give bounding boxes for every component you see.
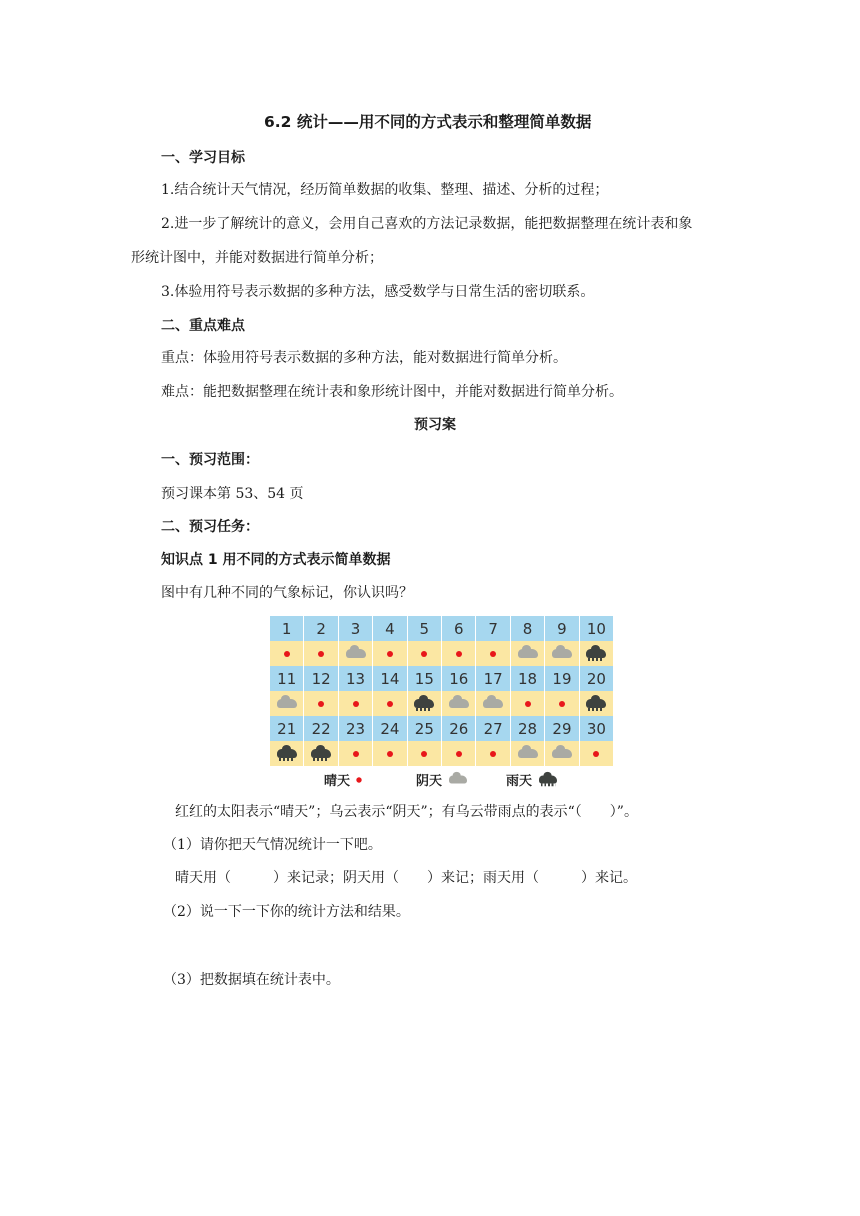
weather-cell [304, 641, 338, 666]
rain-cloud-icon [311, 749, 331, 758]
sun-icon [387, 651, 393, 657]
cloud-icon [483, 699, 503, 708]
scope-heading: 一、预习范围： [161, 452, 259, 468]
legend-rainy [506, 770, 558, 789]
question-3: （3）把数据填在统计表中。 [163, 972, 340, 988]
legend-sunny-label: 晴天 [324, 774, 351, 789]
weather-cell [408, 741, 442, 766]
day-cell [476, 666, 510, 691]
sun-icon [387, 701, 393, 707]
day-number: 1 [281, 619, 292, 638]
legend-rainy-label: 雨天 [506, 774, 533, 789]
day-cell [580, 716, 613, 741]
day-number: 7 [488, 619, 498, 638]
sun-icon [318, 651, 324, 657]
day-number: 14 [380, 669, 400, 688]
sun-icon [353, 701, 359, 707]
weather-cell [373, 741, 407, 766]
weather-cell [511, 741, 545, 766]
weather-cell [580, 741, 613, 766]
day-cell [511, 716, 545, 741]
preview-heading: 预习案 [414, 417, 456, 433]
cloud-icon [449, 775, 467, 783]
sun-icon [593, 751, 599, 757]
day-number: 5 [419, 619, 430, 638]
day-number-row [270, 716, 613, 741]
day-cell [270, 616, 304, 641]
question-text: 图中有几种不同的气象标记，你认识吗？ [161, 585, 413, 601]
key-points-heading: 二、重点难点 [161, 318, 245, 334]
weather-cell [339, 641, 373, 666]
weather-cell [442, 691, 476, 716]
day-number: 23 [345, 719, 366, 738]
sun-icon [490, 751, 496, 757]
day-cell [373, 716, 407, 741]
question-1: （1）请你把天气情况统计一下吧。 [163, 837, 382, 853]
day-number: 27 [483, 719, 503, 738]
weather-cell [476, 691, 510, 716]
sun-icon [421, 751, 427, 757]
weather-cell [545, 641, 579, 666]
day-number: 19 [552, 669, 572, 688]
weather-cell [373, 641, 407, 666]
weather-symbol-row [270, 691, 613, 716]
day-number: 18 [518, 669, 538, 688]
rain-cloud-icon [414, 699, 434, 708]
day-number: 30 [586, 719, 606, 738]
day-number: 8 [522, 619, 533, 638]
day-number: 10 [586, 619, 606, 638]
sun-icon [456, 651, 462, 657]
weather-cell [476, 641, 510, 666]
day-number: 21 [277, 719, 297, 738]
goal-item-1: 1.结合统计天气情况，经历简单数据的收集、整理、描述、分析的过程； [161, 182, 609, 198]
day-number: 4 [385, 619, 395, 638]
weather-cell [511, 641, 545, 666]
weather-cell [270, 741, 304, 766]
day-number: 11 [277, 669, 297, 688]
difficulty-text: 难点：能把数据整理在统计表和象形统计图中，并能对数据进行简单分析。 [161, 384, 623, 400]
legend-cloudy-label: 阴天 [416, 774, 443, 789]
day-cell [373, 666, 407, 691]
weather-cell [545, 741, 579, 766]
day-cell [339, 616, 373, 641]
day-cell [270, 716, 304, 741]
scope-text: 预习课本第 53、54 页 [161, 486, 304, 502]
sun-icon [456, 751, 462, 757]
day-number: 6 [453, 619, 464, 638]
weather-cell [511, 691, 545, 716]
page-title: 6.2 统计——用不同的方式表示和整理简单数据 [264, 113, 592, 131]
day-number-row [270, 666, 613, 691]
day-cell [408, 716, 442, 741]
weather-cell [270, 641, 304, 666]
day-number: 24 [380, 719, 400, 738]
weather-cell [442, 641, 476, 666]
day-cell [442, 716, 476, 741]
day-number: 12 [311, 669, 331, 688]
day-cell [304, 716, 338, 741]
legend-cloudy [416, 770, 468, 789]
day-number: 2 [316, 619, 326, 638]
day-cell [511, 616, 545, 641]
legend-sunny [324, 770, 362, 789]
goal-item-2-line-2: 形统计图中，并能对数据进行简单分析； [131, 250, 383, 266]
day-cell [408, 616, 442, 641]
day-cell [511, 666, 545, 691]
cloud-icon [449, 699, 469, 708]
weather-cell [339, 691, 373, 716]
day-number: 25 [414, 719, 434, 738]
weather-cell [408, 641, 442, 666]
sun-icon [387, 751, 393, 757]
rain-cloud-icon [539, 775, 557, 783]
cloud-icon [277, 699, 297, 708]
weather-cell [545, 691, 579, 716]
day-number: 20 [586, 669, 606, 688]
weather-cell [580, 691, 613, 716]
day-cell [373, 616, 407, 641]
weather-cell [408, 691, 442, 716]
day-cell [270, 666, 304, 691]
day-number: 22 [311, 719, 331, 738]
sun-icon [490, 651, 496, 657]
sun-icon [525, 701, 531, 707]
day-cell [442, 666, 476, 691]
day-cell [476, 616, 510, 641]
day-cell [304, 666, 338, 691]
weather-cell [270, 691, 304, 716]
day-cell [339, 716, 373, 741]
day-number: 13 [345, 669, 366, 688]
weather-cell [442, 741, 476, 766]
weather-cell [304, 691, 338, 716]
day-cell [545, 616, 579, 641]
weather-symbol-row [270, 641, 613, 666]
weather-cell [304, 741, 338, 766]
day-number: 15 [414, 669, 434, 688]
weather-legend [270, 768, 613, 788]
weather-symbol-row [270, 741, 613, 766]
question-2: （2）说一下一下你的统计方法和结果。 [163, 904, 410, 920]
day-number: 29 [552, 719, 572, 738]
day-number: 17 [483, 669, 503, 688]
day-cell [580, 666, 613, 691]
day-number: 16 [449, 669, 469, 688]
weather-cell [373, 691, 407, 716]
goal-item-3: 3.体验用符号表示数据的多种方法，感受数学与日常生活的密切联系。 [161, 284, 595, 300]
sun-icon [353, 751, 359, 757]
day-number-row [270, 616, 613, 641]
cloud-icon [518, 749, 538, 758]
rain-cloud-icon [586, 699, 606, 708]
sun-icon [284, 651, 290, 657]
day-number: 26 [449, 719, 469, 738]
day-cell [339, 666, 373, 691]
weather-calendar-figure [270, 616, 613, 788]
day-cell [408, 666, 442, 691]
weather-cell [339, 741, 373, 766]
sun-icon [356, 777, 361, 782]
cloud-icon [518, 649, 538, 658]
cloud-icon [552, 749, 572, 758]
day-number: 9 [557, 619, 567, 638]
rain-cloud-icon [586, 649, 606, 658]
goal-item-2-line-1: 2.进一步了解统计的意义，会用自己喜欢的方法记录数据，能把数据整理在统计表和象 [161, 216, 693, 232]
sun-icon [559, 701, 565, 707]
focus-text: 重点：体验用符号表示数据的多种方法，能对数据进行简单分析。 [161, 350, 567, 366]
day-number: 3 [350, 619, 361, 638]
question-1-fill: 晴天用（ ）来记录；阴天用（ ）来记；雨天用（ ）来记。 [175, 870, 637, 886]
day-cell [545, 716, 579, 741]
sun-icon [318, 701, 324, 707]
rain-cloud-icon [277, 749, 297, 758]
knowledge-heading: 知识点 1 用不同的方式表示简单数据 [161, 552, 391, 568]
day-cell [545, 666, 579, 691]
weather-cell [580, 641, 613, 666]
goals-heading: 一、学习目标 [161, 150, 245, 166]
cloud-icon [552, 649, 572, 658]
day-cell [476, 716, 510, 741]
day-number: 28 [518, 719, 538, 738]
day-cell [304, 616, 338, 641]
day-cell [442, 616, 476, 641]
day-cell [580, 616, 613, 641]
cloud-icon [346, 649, 366, 658]
task-heading: 二、预习任务： [161, 519, 259, 535]
weather-cell [476, 741, 510, 766]
sun-icon [421, 651, 427, 657]
explanation-text: 红红的太阳表示“晴天”；乌云表示“阴天”；有乌云带雨点的表示“（ ）”。 [175, 804, 638, 820]
